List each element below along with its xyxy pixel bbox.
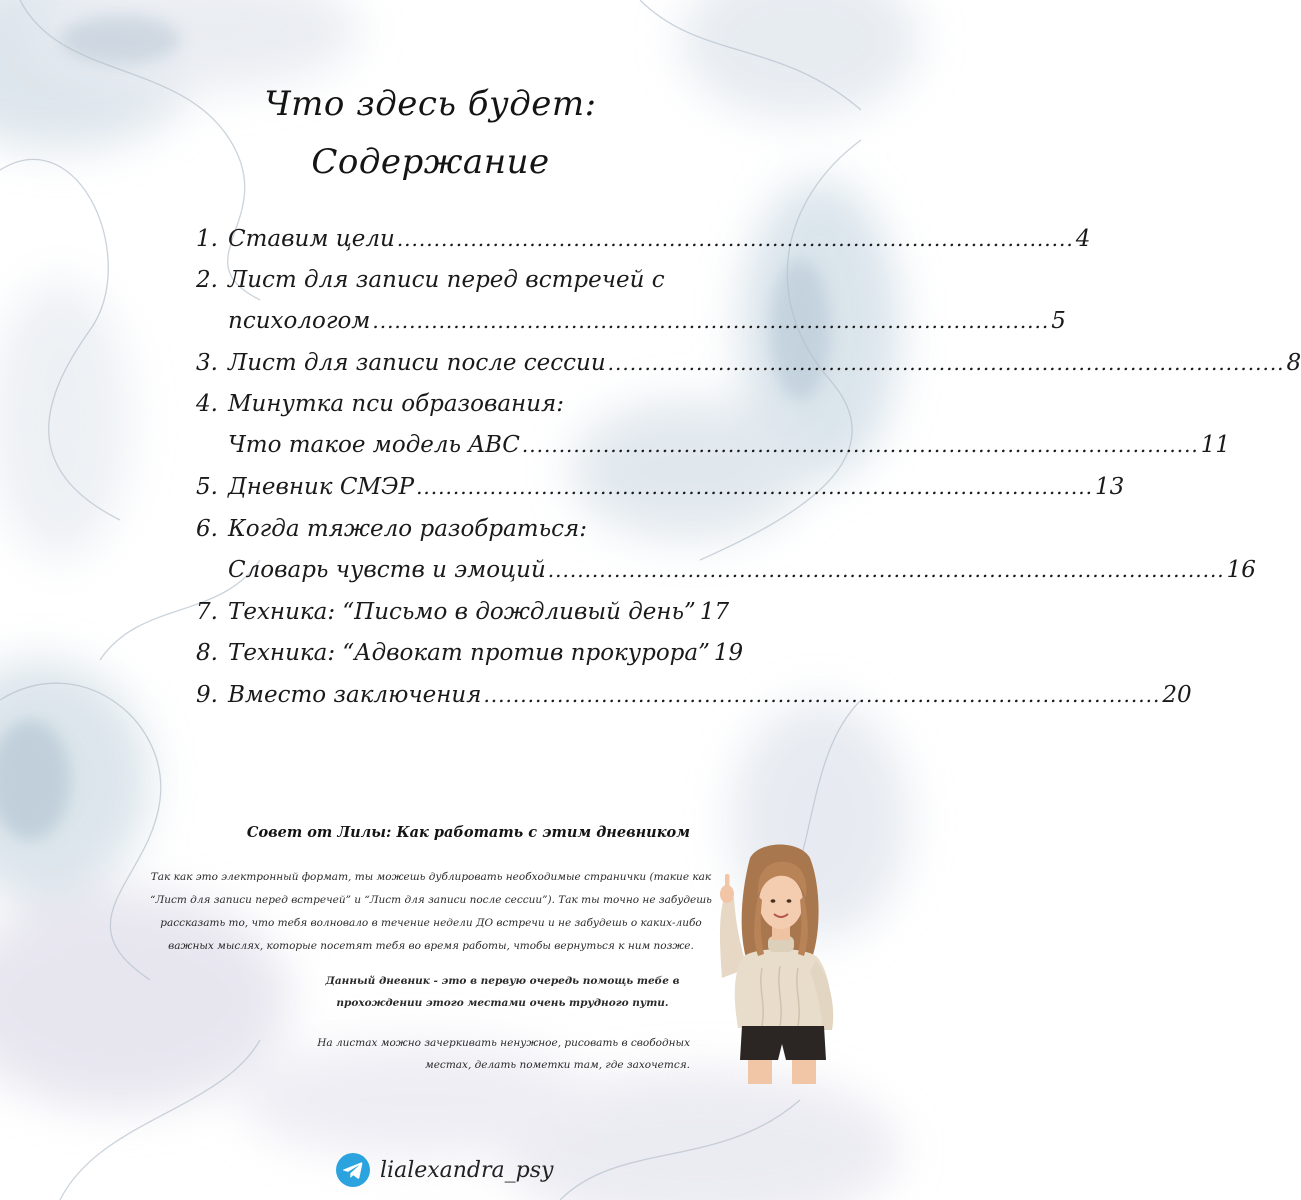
toc-leader-dots: ............................................................................................ xyxy=(483,683,1161,707)
toc-item-number: 7. xyxy=(196,599,218,625)
toc-leader-dots: ............................................................................................ xyxy=(547,558,1225,582)
toc-item-title: Минутка пси образования: xyxy=(228,391,564,417)
toc-item-9 xyxy=(196,682,1192,722)
toc-item-8 xyxy=(196,640,744,680)
social-handle[interactable]: lialexandra_psy xyxy=(380,1157,554,1183)
toc-page-number: 20 xyxy=(1162,682,1192,708)
toc-item-title: Техника: “Адвокат против прокурора” xyxy=(228,640,710,666)
toc-item-title: Вместо заключения xyxy=(228,682,482,708)
toc-leader-dots: ............................................................................................ xyxy=(396,227,1074,251)
toc-item-number: 6. xyxy=(196,516,218,542)
advice-paragraph-2: Данный дневник - это в первую очередь помощь тебе в прохождении этого местами очень трудного пути. xyxy=(325,975,680,1009)
toc-page-number: 11 xyxy=(1200,432,1231,458)
toc-page-number: 19 xyxy=(713,640,744,666)
toc-item-6 xyxy=(196,516,686,556)
toc-page-number: 17 xyxy=(699,599,730,625)
toc-leader-dots: ............................................................................................ xyxy=(521,433,1199,457)
toc-item-title: Ставим цели xyxy=(228,226,395,252)
toc-item-number: 2. xyxy=(196,267,218,293)
author-illustration xyxy=(712,838,848,1084)
toc-page-number: 8 xyxy=(1286,350,1301,376)
toc-leader-dots: ............................................................................................ xyxy=(372,309,1050,333)
toc-item-number: 9. xyxy=(196,682,218,708)
advice-paragraph-1: Так как это электронный формат, ты можешь дублировать необходимые странички (такие как “Лист для записи перед встречей” и “Лист для записи после сессии”). Так ты точно не забудешь рассказать то, что тебя волновало в течение недели ДО встречи и не забудешь о каких-либо важных мыслях, которые посетят тебя во время работы, чтобы вернуться к ним позже. xyxy=(150,871,712,952)
toc-item-title: Лист для записи после сессии xyxy=(228,350,606,376)
toc-page-number: 5 xyxy=(1051,308,1066,334)
toc-item-title: Техника: “Письмо в дождливый день” xyxy=(228,599,696,625)
page-title-line1: Что здесь будет: xyxy=(264,84,597,124)
toc-page-number: 16 xyxy=(1226,557,1256,583)
toc-item-title: психологом xyxy=(228,308,371,334)
toc-item-4 xyxy=(196,391,686,431)
toc-item-number: 1. xyxy=(196,226,218,252)
advice-paragraph-3: На листах можно зачеркивать ненужное, рисовать в свободных местах, делать пометки там, где захочется. xyxy=(317,1037,690,1071)
footer-contact xyxy=(336,1150,553,1190)
toc-page-number: 4 xyxy=(1075,226,1091,252)
telegram-icon[interactable] xyxy=(336,1153,370,1187)
toc-item-title: Когда тяжело разобраться: xyxy=(228,516,587,542)
toc-item-number: 4. xyxy=(196,391,218,417)
toc-item-title: Дневник СМЭР xyxy=(228,474,415,500)
toc-item-6-cont xyxy=(196,557,1256,597)
toc-item-1 xyxy=(196,226,1091,266)
toc-item-5 xyxy=(196,474,1125,514)
toc-item-title: Что такое модель ABC xyxy=(228,432,520,458)
toc-leader-dots: ............................................................................................ xyxy=(416,475,1093,499)
toc-item-7 xyxy=(196,599,730,639)
toc-item-number: 3. xyxy=(196,350,218,376)
advice-heading: Совет от Лилы: Как работать с этим дневником xyxy=(246,824,690,841)
toc-item-number: 5. xyxy=(196,474,218,500)
toc-leader-dots: ............................................................................................ xyxy=(607,351,1285,375)
toc-item-2 xyxy=(196,267,686,307)
toc-item-title: Лист для записи перед встречей с xyxy=(228,267,665,293)
toc-item-title: Словарь чувств и эмоций xyxy=(228,557,546,583)
page-title-line2: Содержание xyxy=(311,142,550,182)
toc-item-2-cont xyxy=(196,308,1066,348)
toc-item-3 xyxy=(196,350,1301,390)
toc-item-4-cont xyxy=(196,432,1231,472)
toc-item-number: 8. xyxy=(196,640,218,666)
toc-page-number: 13 xyxy=(1094,474,1125,500)
